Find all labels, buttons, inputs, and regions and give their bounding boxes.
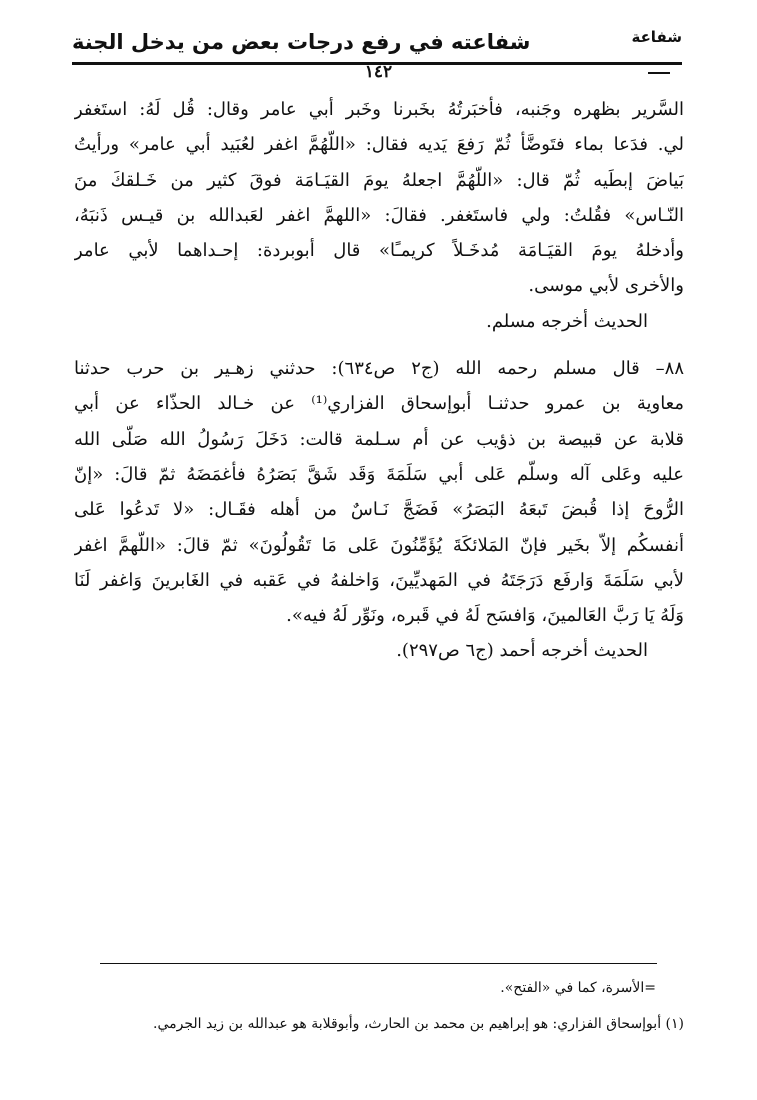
text-line: النّـاس» فقُلتُ: ولي فاستَغفر. فقالَ: «اللهمَّ اغفر لعَبدالله بن قيـس ذَنبَهُ،	[74, 204, 684, 226]
text-line: وَلَهُ يَا رَبَّ العَالمينَ، وَافسَح لَهُ في قَبره، ونَوِّر لَهُ فيه».	[286, 605, 684, 627]
book-mark: شفاعة	[631, 28, 682, 46]
text-line: السَّرير بظهره وجَنبه، فأخبَرتُهُ بخَبرنا وخَبر أبي عامر وقال: قُل لَهُ: استَغفر	[74, 99, 684, 120]
source-line: الحديث أخرجه مسلم.	[486, 310, 648, 332]
text-line: بَياضَ إبطَيه ثُمّ قال: «اللّهُمَّ اجعلهُ يومَ القيَـامَة فوقَ كثير من خَـلقكَ منَ	[74, 169, 684, 191]
header-title: شفاعته في رفع درجات بعض من يدخل الجنة	[72, 30, 531, 54]
text-line: قلابة عن قبيصة بن ذؤيب عن أم سـلمة قالت: دَخَلَ رَسُولُ الله صَلّى الله	[74, 428, 684, 450]
paragraph-hadith-87-end	[74, 92, 684, 304]
footnote-marker: (١)	[665, 1016, 684, 1032]
text-line: الرُّوحَ إذا قُبضَ تَبعَهُ البَصَرُ» فَضَجَّ نَـاسٌ من أهله فقَـال: «لا تَدعُوا عَلى	[74, 499, 684, 521]
text-line: لأبي سَلَمَةَ وَارفَع دَرَجَتَهُ في المَهديِّينَ، وَاخلفهُ في عَقبه في الغَابرينَ وَاغفر لَنَا	[74, 569, 684, 591]
text-line: ٨٨– قال مسلم رحمه الله (ج٢ ص٦٣٤): حدثني زهـير بن حرب حدثنا	[74, 358, 684, 380]
text-line: أنفسكُم إلاّ بخَير فإنّ المَلائكَةَ يُؤَمِّنُونَ عَلى مَا تَقُولُونَ» ثمّ قالَ: «اللّهمَّ اغفر	[74, 534, 684, 556]
footnote-1	[74, 1006, 684, 1042]
page-number: ١٤٢	[364, 62, 393, 82]
footnote-text: أبوإسحاق الفزاري: هو إبراهيم بن محمد بن الحارث، وأبوقلابة هو عبدالله بن زيد الجرمي.	[153, 1016, 662, 1032]
text-line: معاوية بن عمرو حدثنـا أبوإسحاق الفزاري⁽¹⁾ عن خـالد الحذّاء عن أبي	[74, 393, 684, 415]
footnotes	[74, 970, 684, 1042]
paragraph-gap	[74, 339, 684, 351]
footnote-carryover: =الأسرة، كما في «الفتح».	[500, 980, 656, 996]
source-note-88	[74, 633, 684, 668]
source-line: الحديث أخرجه أحمد (ج٦ ص٢٩٧).	[396, 640, 648, 662]
source-note-87	[74, 304, 684, 339]
text-line: عليه وعَلى آله وسلّم عَلى أبي سَلَمَةَ وَقَد شَقَّ بَصَرُهُ فأغمَضَهُ ثمّ قالَ: «إنّ	[74, 463, 684, 485]
text-line: وأدخلهُ يومَ القيَـامَة مُدخَـلاً كريمـًا» قال أبوبردة: إحـداهما لأبي عامر	[74, 240, 684, 262]
header-dash	[648, 72, 670, 74]
paragraph-hadith-88	[74, 351, 684, 633]
footnote-rule	[100, 963, 657, 964]
main-text	[74, 92, 684, 669]
text-line: لي. فدَعا بماء فتَوضَّأ ثُمّ رَفعَ يَديه فقال: «اللّهُمَّ اغفر لعُبَيد أبي عامر» ورأيتُ	[74, 134, 684, 156]
text-line: والأخرى لأبي موسى.	[528, 275, 684, 297]
